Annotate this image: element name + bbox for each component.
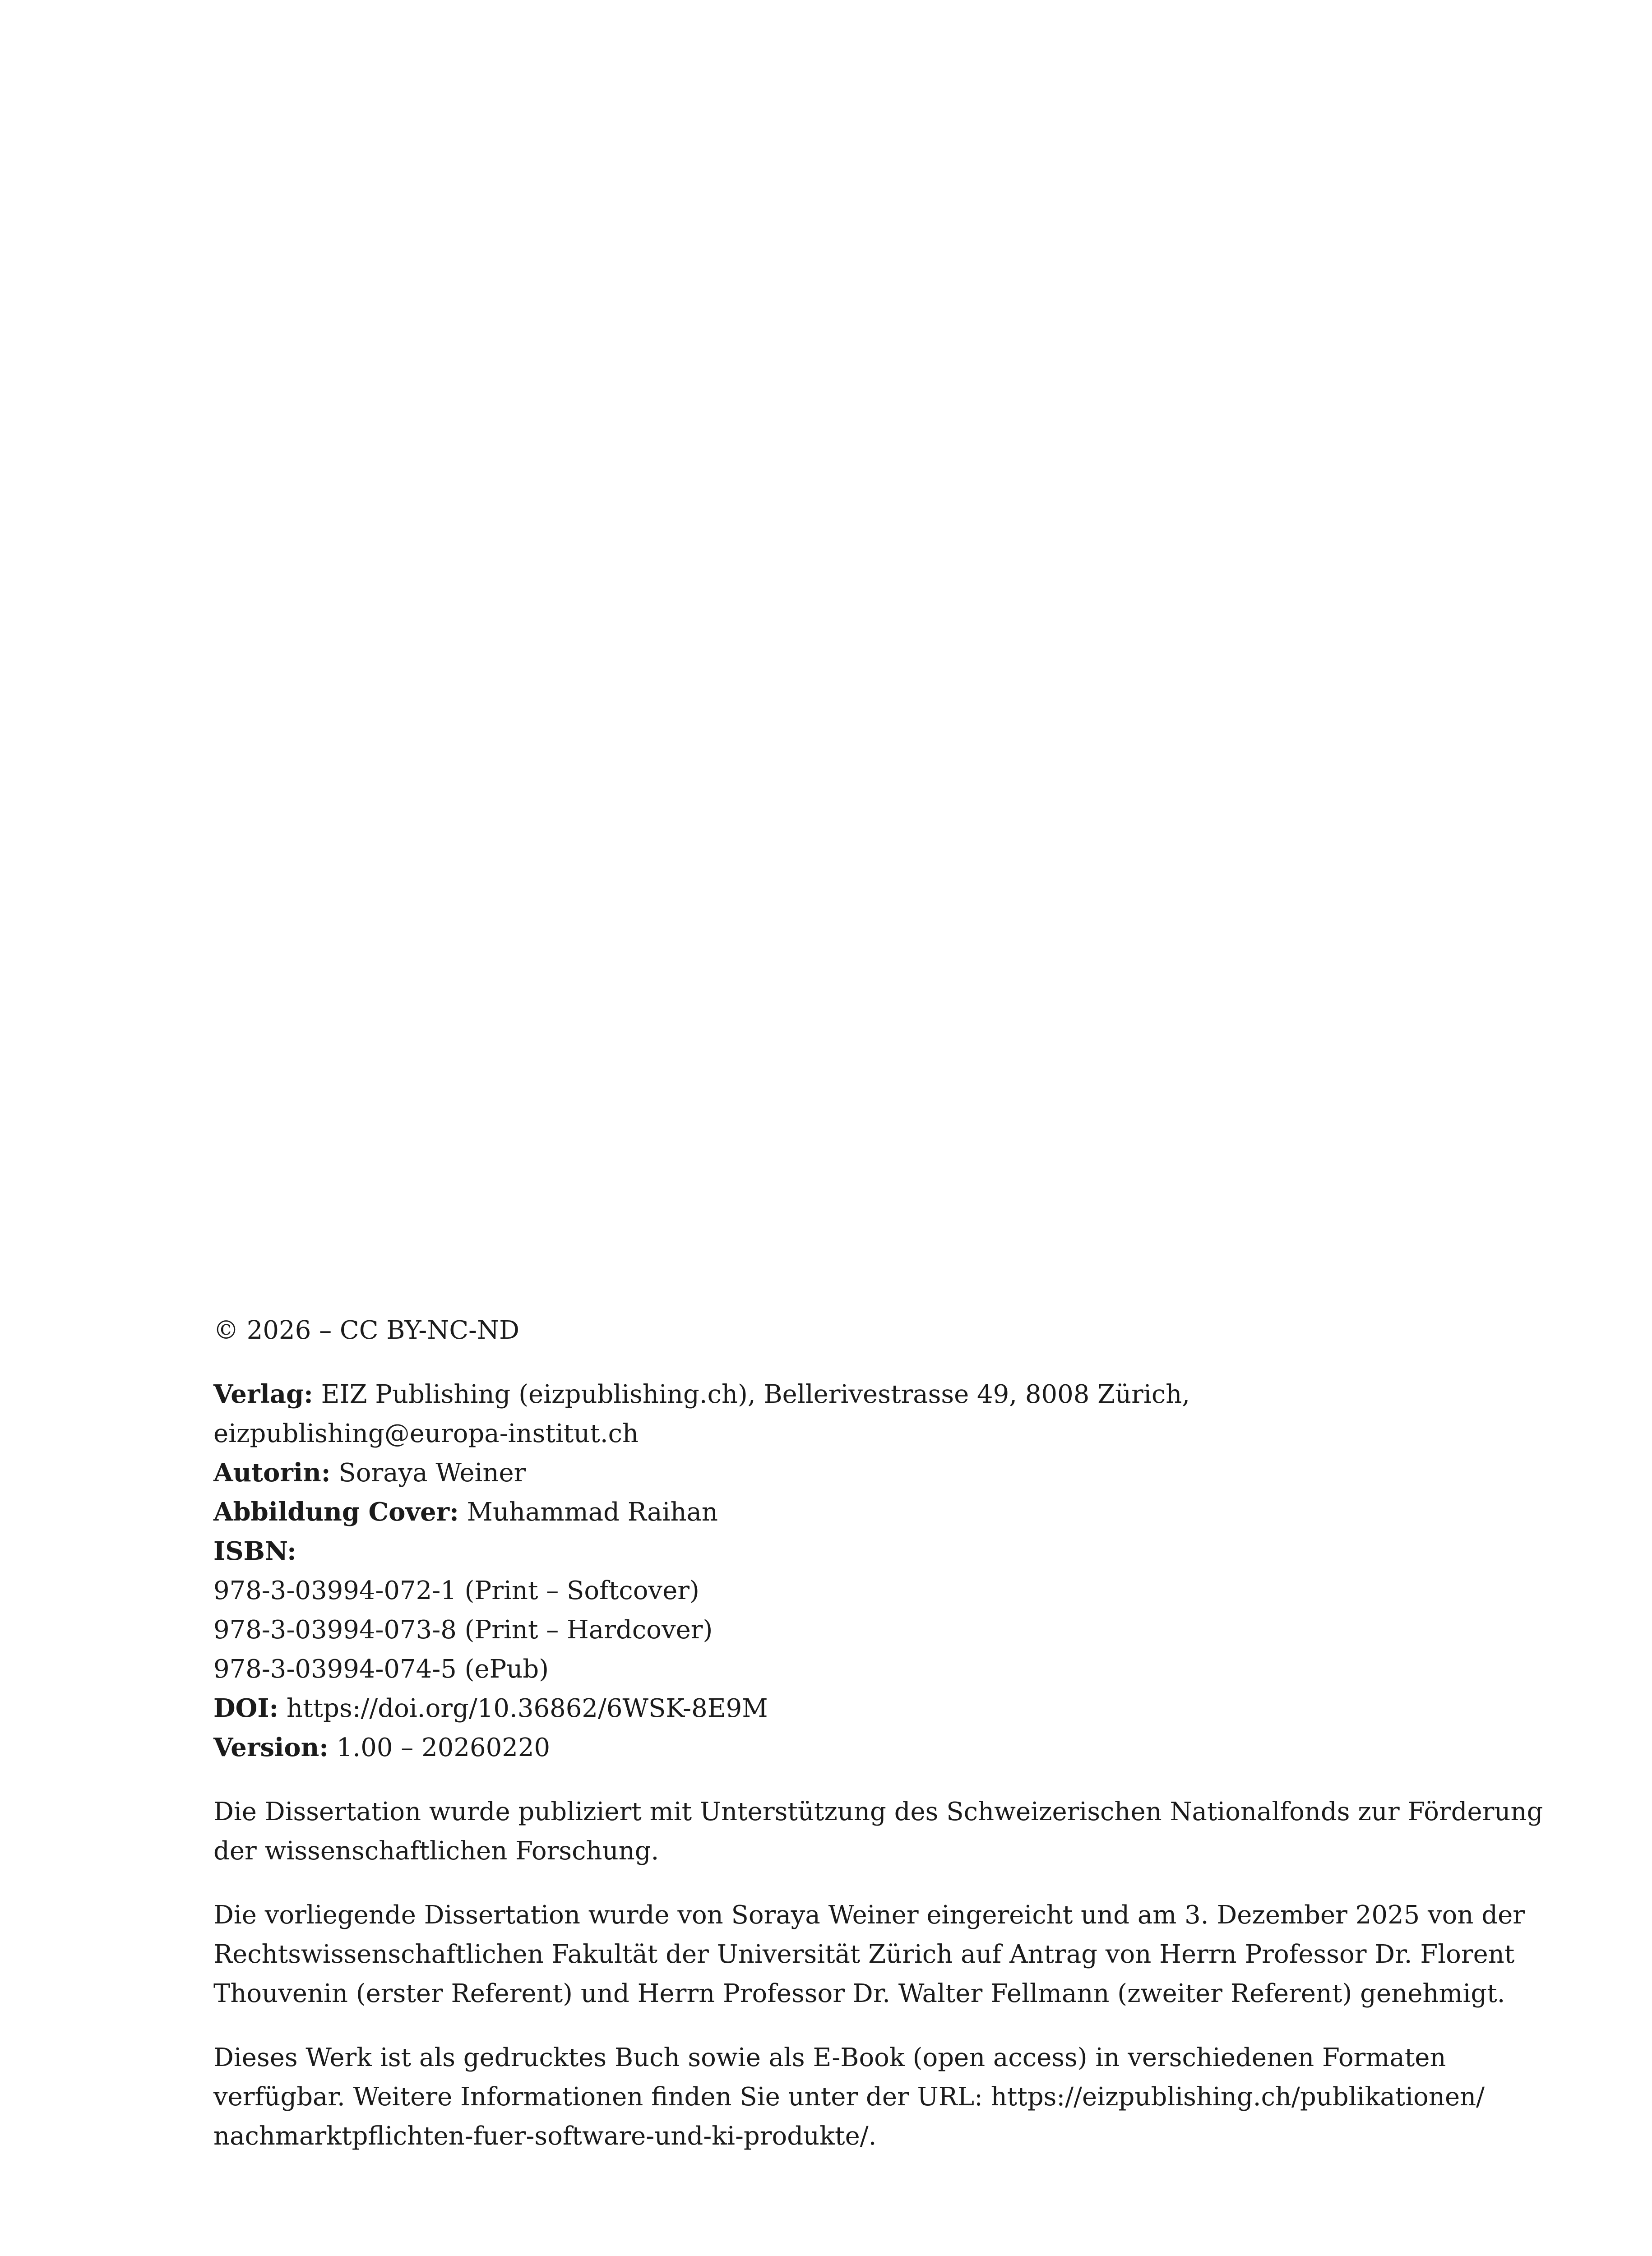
doi-link[interactable]: https://doi.org/10.36862/6WSK-8E9M [287,1694,768,1723]
paragraph-line: Die vorliegende Dissertation wurde von Soraya Weiner eingereicht und am 3. Dezember 2025 von der [213,1900,1525,1930]
autorin-value: Soraya Weiner [338,1458,526,1488]
isbn-softcover: 978-3-03994-072-1 (Print – Softcover) [213,1576,699,1605]
verlag-email[interactable]: eizpublishing@europa-institut.ch [213,1419,639,1448]
paragraph-line: Die Dissertation wurde publiziert mit Unterstützung des Schweizerischen Nationalfonds zur Förderung [213,1797,1543,1826]
approval-paragraph [213,1895,1525,2013]
isbn-epub: 978-3-03994-074-5 (ePub) [213,1655,549,1684]
abbildung-value: Muhammad Raihan [467,1498,718,1527]
paragraph-line: Dieses Werk ist als gedrucktes Buch sowie als E-Book (open access) in verschiedenen Formaten [213,2043,1446,2072]
copyright-block [213,1311,1468,1350]
abbildung-line [213,1493,1468,1532]
doi-label: DOI: [213,1693,279,1723]
paragraph-line: Rechtswissenschaftlichen Fakultät der Universität Zürich auf Antrag von Herrn Professor Dr. Florent [213,1940,1515,1969]
version-value: 1.00 – 20260220 [336,1733,551,1762]
isbn-hardcover: 978-3-03994-073-8 (Print – Hardcover) [213,1615,713,1645]
abbildung-label: Abbildung Cover: [213,1497,459,1527]
copyright-line: © 2026 – CC BY-NC-ND [213,1316,519,1345]
paragraph-line: Thouvenin (erster Referent) und Herrn Professor Dr. Walter Fellmann (zweiter Referent) genehmigt. [213,1979,1505,2008]
doi-line [213,1689,1468,1728]
autorin-label: Autorin: [213,1458,331,1488]
paragraph-line: verfügbar. Weitere Informationen finden Sie unter der URL: https://eizpublishing.ch/publikationen/ [213,2082,1485,2112]
version-label: Version: [213,1733,329,1762]
isbn-label: ISBN: [213,1536,296,1566]
version-line [213,1728,1468,1767]
verlag-line [213,1375,1468,1414]
verlag-value: EIZ Publishing (eizpublishing.ch), Bellerivestrasse 49, 8008 Zürich, [321,1380,1190,1409]
imprint-block [213,1311,1543,2156]
funding-paragraph [213,1792,1543,1871]
paragraph-line: nachmarktpflichten-fuer-software-und-ki-produkte/. [213,2122,877,2151]
paragraph-line: der wissenschaftlichen Forschung. [213,1836,659,1866]
publication-details [213,1375,1468,1767]
verlag-label: Verlag: [213,1379,313,1409]
autorin-line [213,1453,1468,1493]
availability-paragraph [213,2038,1485,2156]
